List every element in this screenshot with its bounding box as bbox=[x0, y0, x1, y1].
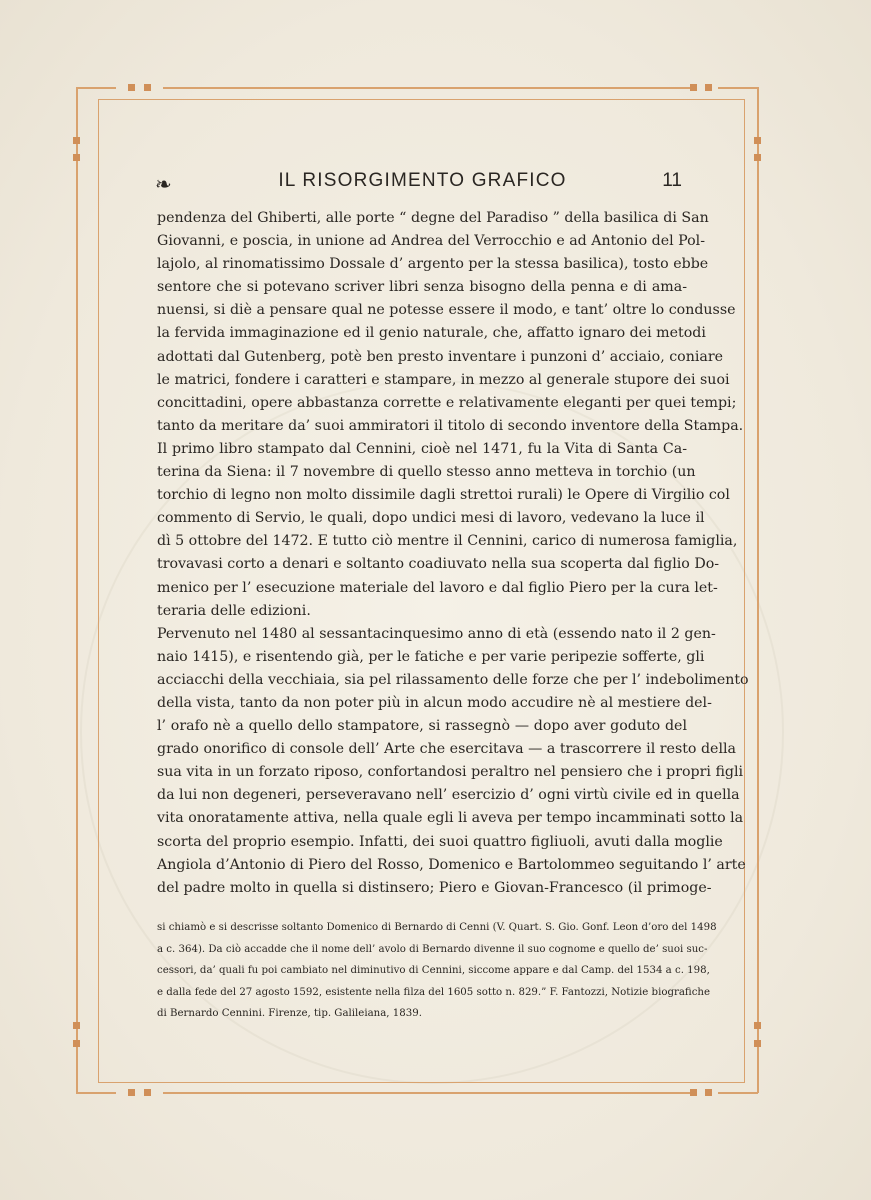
footnote bbox=[157, 917, 717, 1025]
page-title: IL RISORGIMENTO GRAFICO bbox=[278, 170, 567, 191]
text-line: scorta del proprio esempio. Infatti, dei suoi quattro figliuoli, avuti dalla moglie bbox=[157, 833, 723, 850]
text-line: le matrici, fondere i caratteri e stampare, in mezzo al generale stupore dei suoi bbox=[157, 371, 730, 388]
text-line: Angiola d’Antonio di Piero del Rosso, Domenico e Bartolommeo seguitando l’ arte bbox=[157, 856, 746, 873]
ornament-square bbox=[73, 1040, 80, 1047]
frame-right-line bbox=[757, 87, 759, 1093]
ornament-square bbox=[73, 154, 80, 161]
ornament-square bbox=[73, 1022, 80, 1029]
text-line: adottati dal Gutenberg, potè ben presto inventare i punzoni d’ acciaio, coniare bbox=[157, 348, 724, 365]
frame-top-right-line bbox=[718, 87, 758, 89]
text-line: tanto da meritare da’ suoi ammiratori il titolo di secondo inventore della Stampa. bbox=[157, 417, 744, 434]
text-line: da lui non degeneri, perseveravano nell’ esercizio d’ ogni virtù civile ed in quella bbox=[157, 787, 740, 804]
ornament-square bbox=[128, 84, 135, 91]
ornament-square bbox=[73, 137, 80, 144]
text-line: trovavasi corto a denari e soltanto coadiuvato nella sua scoperta dal figlio Do- bbox=[157, 556, 720, 573]
frame-top-line bbox=[163, 87, 693, 89]
text-line: Il primo libro stampato dal Cennini, cioè nel 1471, fu la Vita di Santa Ca- bbox=[157, 440, 687, 457]
text-line: del padre molto in quella si distinsero; Piero e Giovan-Francesco (il primoge- bbox=[157, 879, 712, 896]
text-line: l’ orafo nè a quello dello stampatore, si rassegnò — dopo aver goduto del bbox=[157, 718, 687, 735]
text-line: acciacchi della vecchiaia, sia pel rilassamento delle forze che per l’ indebolimento bbox=[157, 671, 749, 688]
ornament-square bbox=[690, 1089, 697, 1096]
ornament-square bbox=[705, 1089, 712, 1096]
text-line: nuensi, si diè a pensare qual ne potesse essere il modo, e tant’ oltre lo condusse bbox=[157, 302, 736, 319]
text-line: teraria delle edizioni. bbox=[157, 602, 311, 619]
footnote-line: a c. 364). Da ciò accadde che il nome dell’ avolo di Bernardo divenne il suo cognome e quello de’ suoi suc- bbox=[157, 943, 708, 955]
frame-bottom-right-line bbox=[718, 1092, 758, 1094]
text-line: naio 1415), e risentendo già, per le fatiche e per varie peripezie sofferte, gli bbox=[157, 648, 705, 665]
page-number: 11 bbox=[662, 170, 682, 191]
leaf-ornament-icon: ❧ bbox=[155, 172, 172, 196]
footnote-line: e dalla fede del 27 agosto 1592, esistente nella filza del 1605 sotto n. 829.” F. Fantozzi, Notizie biografiche bbox=[157, 986, 711, 998]
footnote-line: cessori, da’ quali fu poi cambiato nel diminutivo di Cennini, siccome appare e dal Camp. del 1534 a c. 198, bbox=[157, 965, 710, 976]
text-line: pendenza del Ghiberti, alle porte “ degne del Paradiso ” della basilica di San bbox=[157, 210, 709, 226]
body-text bbox=[157, 207, 749, 900]
text-line: grado onorifico di console dell’ Arte che esercitava — a trascorrere il resto della bbox=[157, 741, 736, 758]
ornament-square bbox=[690, 84, 697, 91]
text-line: Pervenuto nel 1480 al sessantacinquesimo anno di età (essendo nato il 2 gen- bbox=[157, 625, 716, 642]
ornament-square bbox=[754, 154, 761, 161]
text-line: terina da Siena: il 7 novembre di quello stesso anno metteva in torchio (un bbox=[157, 464, 696, 481]
text-line: Giovanni, e poscia, in unione ad Andrea del Verrocchio e ad Antonio del Pol- bbox=[157, 233, 705, 250]
text-line: sua vita in un forzato riposo, confortandosi peraltro nel pensiero che i propri figli bbox=[157, 764, 744, 781]
text-line: vita onoratamente attiva, nella quale egli li aveva per tempo incamminati sotto la bbox=[157, 810, 744, 827]
footnote-line: di Bernardo Cennini. Firenze, tip. Galileiana, 1839. bbox=[157, 1008, 422, 1019]
footnote-line: si chiamò e si descrisse soltanto Domenico di Bernardo di Cenni (V. Quart. S. Gio. Gonf. Leon d’oro del 1498 bbox=[157, 922, 717, 933]
frame-left-line bbox=[76, 87, 78, 1093]
text-line: della vista, tanto da non poter più in alcun modo accudire nè al mestiere del- bbox=[157, 694, 712, 711]
text-line: menico per l’ esecuzione materiale del lavoro e dal figlio Piero per la cura let- bbox=[157, 579, 718, 596]
text-line: dì 5 ottobre del 1472. E tutto ciò mentre il Cennini, carico di numerosa famiglia, bbox=[157, 533, 738, 550]
frame-top-left-line bbox=[76, 87, 116, 89]
ornament-square bbox=[754, 137, 761, 144]
running-header bbox=[155, 168, 690, 198]
text-line: concittadini, opere abbastanza corrette e relativamente eleganti per quei tempi; bbox=[157, 394, 737, 411]
frame-bottom-line bbox=[163, 1092, 693, 1094]
ornament-square bbox=[144, 1089, 151, 1096]
text-line: torchio di legno non molto dissimile dagli strettoi rurali) le Opere di Virgilio col bbox=[157, 487, 730, 504]
ornament-square bbox=[128, 1089, 135, 1096]
ornament-square bbox=[144, 84, 151, 91]
text-line: commento di Servio, le quali, dopo undici mesi di lavoro, vedevano la luce il bbox=[157, 510, 705, 527]
ornament-square bbox=[705, 84, 712, 91]
text-line: sentore che si potevano scriver libri senza bisogno della penna e di ama- bbox=[157, 279, 687, 296]
ornament-square bbox=[754, 1040, 761, 1047]
ornament-square bbox=[754, 1022, 761, 1029]
frame-bottom-left-line bbox=[76, 1092, 116, 1094]
text-line: lajolo, al rinomatissimo Dossale d’ argento per la stessa basilica), tosto ebbe bbox=[157, 256, 709, 273]
text-line: la fervida immaginazione ed il genio naturale, che, affatto ignaro dei metodi bbox=[157, 325, 706, 342]
